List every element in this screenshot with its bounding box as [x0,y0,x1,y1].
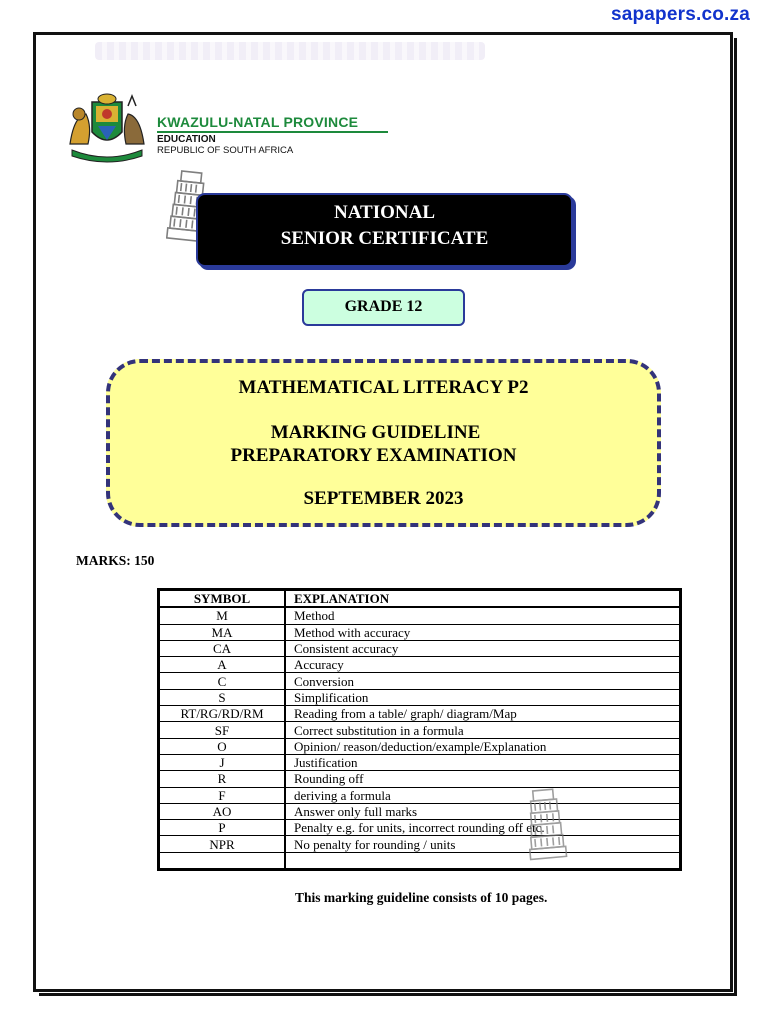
explanation-cell: Justification [285,754,681,770]
symbol-cell: P [159,820,286,836]
table-row [159,787,681,803]
table-row [159,624,681,640]
leaning-tower-watermark-icon [522,788,570,864]
explanation-cell: No penalty for rounding / units [285,836,681,852]
table-row [159,607,681,624]
subject-title: MATHEMATICAL LITERACY P2 [238,377,529,398]
explanation-cell: Conversion [285,673,681,689]
symbol-cell: O [159,738,286,754]
watermark [95,42,485,60]
symbol-cell: J [159,754,286,770]
department-name: EDUCATION [157,134,216,145]
table-row [159,803,681,819]
symbol-cell: CA [159,640,286,656]
explanation-cell: Reading from a table/ graph/ diagram/Map [285,706,681,722]
province-name: KWAZULU-NATAL PROVINCE [157,114,359,130]
symbol-cell: M [159,607,286,624]
table-row [159,640,681,656]
table-row [159,754,681,770]
explanation-column-header: EXPLANATION [285,590,681,608]
explanation-cell: Consistent accuracy [285,640,681,656]
symbol-cell: C [159,673,286,689]
grade-label: GRADE 12 [302,289,465,326]
explanation-cell: Rounding off [285,771,681,787]
table-row [159,689,681,705]
country-name: REPUBLIC OF SOUTH AFRICA [157,145,294,156]
provincial-coat-of-arms-icon [62,92,152,164]
document-type: MARKING GUIDELINE [270,422,481,443]
table-row [159,852,681,869]
province-rule [157,131,388,133]
explanation-cell: Opinion/ reason/deduction/example/Explanation [285,738,681,754]
explanation-cell: Answer only full marks [285,803,681,819]
certificate-banner [196,193,573,267]
symbol-column-header: SYMBOL [159,590,286,608]
explanation-cell: Method [285,607,681,624]
symbol-cell: S [159,689,286,705]
explanation-cell: Correct substitution in a formula [285,722,681,738]
certificate-line-1: NATIONAL [334,202,435,223]
symbol-cell: F [159,787,286,803]
symbol-cell: RT/RG/RD/RM [159,706,286,722]
explanation-cell [285,852,681,869]
explanation-cell: Penalty e.g. for units, incorrect rounding off etc. [285,820,681,836]
table-row [159,657,681,673]
subject-panel [106,359,661,527]
explanation-cell: deriving a formula [285,787,681,803]
symbol-cell: A [159,657,286,673]
table-row [159,738,681,754]
table-header-row [159,590,681,608]
table-row [159,771,681,787]
exam-name: PREPARATORY EXAMINATION [230,445,517,466]
symbol-cell [159,852,286,869]
symbol-cell: AO [159,803,286,819]
symbol-cell: SF [159,722,286,738]
exam-date: SEPTEMBER 2023 [303,488,464,509]
table-row [159,722,681,738]
sapapers-link[interactable]: sapapers.co.za [610,4,750,25]
table-row [159,820,681,836]
explanation-cell: Accuracy [285,657,681,673]
certificate-line-2: SENIOR CERTIFICATE [280,228,489,249]
symbol-cell: R [159,771,286,787]
symbol-cell: MA [159,624,286,640]
explanation-cell: Simplification [285,689,681,705]
symbol-table [157,588,682,871]
table-row [159,673,681,689]
table-row [159,706,681,722]
page-count-note: This marking guideline consists of 10 pages. [295,890,548,905]
explanation-cell: Method with accuracy [285,624,681,640]
symbol-cell: NPR [159,836,286,852]
table-row [159,836,681,852]
total-marks: MARKS: 150 [76,553,155,568]
